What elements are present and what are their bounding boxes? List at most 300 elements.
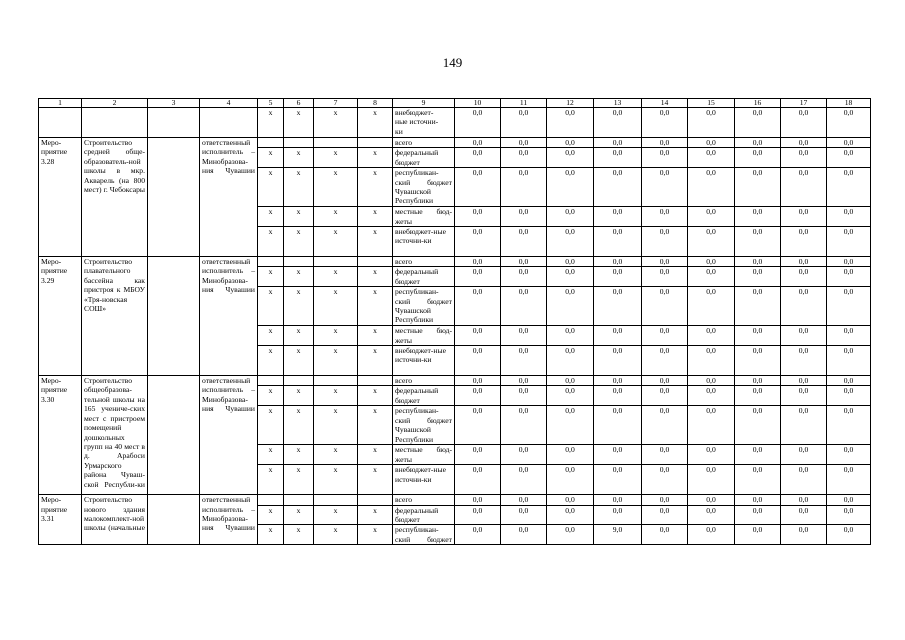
value-cell: 0,0: [547, 326, 594, 346]
value-cell: 0,0: [781, 207, 827, 227]
column-number-cell: 5: [258, 99, 284, 108]
value-cell: 0,0: [501, 148, 547, 168]
value-cell: 0,0: [688, 326, 735, 346]
value-cell: 0,0: [781, 227, 827, 257]
code-cell: х: [284, 227, 314, 257]
value-cell: 0,0: [547, 287, 594, 326]
column-number-cell: 1: [39, 99, 82, 108]
value-cell: 0,0: [735, 257, 781, 267]
code-cell: х: [358, 445, 393, 465]
code-cell: х: [314, 465, 358, 495]
value-cell: 0,0: [735, 386, 781, 406]
value-cell: 0,0: [501, 445, 547, 465]
value-cell: 0,0: [688, 227, 735, 257]
value-cell: 0,0: [642, 406, 688, 445]
value-cell: 0,0: [688, 376, 735, 386]
code-cell: х: [258, 227, 284, 257]
value-cell: 0,0: [455, 138, 501, 148]
value-cell: 0,0: [642, 326, 688, 346]
measure-id-cell: Меро- приятие 3.31: [39, 495, 82, 545]
value-cell: 0,0: [501, 287, 547, 326]
funding-source-cell: республикан-ский бюджет Чувашской Республики: [393, 168, 455, 207]
column-number-cell: 14: [642, 99, 688, 108]
code-cell: х: [258, 287, 284, 326]
empty-cell: [148, 495, 200, 545]
value-cell: 0,0: [688, 386, 735, 406]
value-cell: 0,0: [827, 267, 871, 287]
page-number: 149: [442, 55, 463, 70]
funding-source-cell: всего: [393, 257, 455, 267]
value-cell: 0,0: [594, 207, 642, 227]
value-cell: 0,0: [827, 326, 871, 346]
executor-cell: [200, 108, 258, 138]
funding-source-cell: внебюджет- ные источни- ки: [393, 108, 455, 138]
value-cell: 0,0: [547, 257, 594, 267]
funding-source-cell: местные бюд-жеты: [393, 445, 455, 465]
value-cell: 0,0: [827, 445, 871, 465]
funding-source-cell: всего: [393, 138, 455, 148]
code-cell: х: [314, 227, 358, 257]
value-cell: 0,0: [642, 386, 688, 406]
measure-id-cell: Меро- приятие 3.28: [39, 138, 82, 257]
code-cell: х: [358, 168, 393, 207]
code-cell: х: [358, 227, 393, 257]
column-number-cell: 12: [547, 99, 594, 108]
value-cell: 0,0: [735, 287, 781, 326]
code-cell: [258, 257, 284, 267]
code-cell: х: [284, 108, 314, 138]
value-cell: 0,0: [688, 445, 735, 465]
budget-table: [38, 98, 871, 545]
value-cell: 0,0: [642, 525, 688, 545]
value-cell: 0,0: [781, 267, 827, 287]
value-cell: 0,0: [594, 257, 642, 267]
value-cell: 0,0: [501, 376, 547, 386]
funding-source-cell: федеральный бюджет: [393, 386, 455, 406]
value-cell: 0,0: [501, 346, 547, 376]
funding-source-cell: республикан-ский бюджет: [393, 525, 455, 545]
column-number-cell: 13: [594, 99, 642, 108]
code-cell: х: [284, 267, 314, 287]
value-cell: 0,0: [735, 376, 781, 386]
code-cell: х: [358, 148, 393, 168]
code-cell: [258, 376, 284, 386]
value-cell: 0,0: [735, 207, 781, 227]
value-cell: 0,0: [455, 227, 501, 257]
code-cell: х: [314, 207, 358, 227]
value-cell: 0,0: [455, 495, 501, 505]
column-number-cell: 2: [82, 99, 148, 108]
measure-id-cell: Меро- приятие 3.30: [39, 376, 82, 495]
value-cell: 0,0: [735, 148, 781, 168]
value-cell: 0,0: [455, 465, 501, 495]
code-cell: х: [314, 525, 358, 545]
value-cell: 0,0: [827, 257, 871, 267]
column-number-cell: 15: [688, 99, 735, 108]
code-cell: [358, 138, 393, 148]
code-cell: х: [314, 346, 358, 376]
column-number-cell: 17: [781, 99, 827, 108]
code-cell: х: [284, 326, 314, 346]
value-cell: 0,0: [501, 525, 547, 545]
value-cell: 0,0: [735, 108, 781, 138]
measure-id-cell: Меро- приятие 3.29: [39, 257, 82, 376]
code-cell: [258, 495, 284, 505]
column-number-cell: 9: [393, 99, 455, 108]
value-cell: 0,0: [501, 168, 547, 207]
value-cell: 0,0: [642, 168, 688, 207]
code-cell: х: [258, 168, 284, 207]
code-cell: х: [284, 525, 314, 545]
code-cell: х: [358, 525, 393, 545]
column-number-cell: 3: [148, 99, 200, 108]
value-cell: 0,0: [827, 525, 871, 545]
value-cell: 0,0: [781, 148, 827, 168]
value-cell: 0,0: [642, 445, 688, 465]
value-cell: 0,0: [827, 287, 871, 326]
code-cell: х: [314, 168, 358, 207]
value-cell: 0,0: [455, 326, 501, 346]
value-cell: 0,0: [827, 465, 871, 495]
empty-cell: [148, 108, 200, 138]
code-cell: х: [284, 386, 314, 406]
value-cell: 0,0: [547, 227, 594, 257]
funding-source-cell: федеральный бюджет: [393, 267, 455, 287]
funding-source-cell: внебюджет-ные источни-ки: [393, 346, 455, 376]
funding-source-cell: внебюджет-ные источни-ки: [393, 227, 455, 257]
measure-row: [39, 376, 871, 386]
value-cell: 0,0: [688, 148, 735, 168]
value-cell: 0,0: [827, 108, 871, 138]
value-cell: 0,0: [547, 346, 594, 376]
value-cell: 0,0: [735, 346, 781, 376]
value-cell: 0,0: [642, 505, 688, 525]
code-cell: [284, 376, 314, 386]
value-cell: 0,0: [781, 138, 827, 148]
executor-cell: ответственный исполнитель – Минобразова-ния Чувашии: [200, 495, 258, 545]
code-cell: [358, 257, 393, 267]
value-cell: 0,0: [735, 445, 781, 465]
value-cell: 0,0: [547, 138, 594, 148]
code-cell: х: [258, 346, 284, 376]
value-cell: 0,0: [594, 108, 642, 138]
value-cell: 0,0: [501, 267, 547, 287]
code-cell: х: [284, 148, 314, 168]
executor-cell: ответственный исполнитель – Минобразова-ния Чувашии: [200, 376, 258, 495]
value-cell: 0,0: [455, 267, 501, 287]
code-cell: х: [358, 386, 393, 406]
value-cell: 0,0: [781, 445, 827, 465]
value-cell: 0,0: [594, 227, 642, 257]
value-cell: 0,0: [781, 465, 827, 495]
value-cell: 0,0: [642, 465, 688, 495]
code-cell: х: [258, 406, 284, 445]
value-cell: 0,0: [501, 207, 547, 227]
value-cell: 0,0: [827, 227, 871, 257]
empty-cell: [148, 138, 200, 257]
value-cell: 0,0: [735, 465, 781, 495]
value-cell: 0,0: [781, 257, 827, 267]
code-cell: х: [358, 267, 393, 287]
value-cell: 0,0: [455, 168, 501, 207]
value-cell: 0,0: [594, 386, 642, 406]
value-cell: 0,0: [735, 267, 781, 287]
funding-source-cell: федеральный бюджет: [393, 148, 455, 168]
value-cell: 0,0: [827, 138, 871, 148]
code-cell: х: [314, 287, 358, 326]
value-cell: 0,0: [688, 495, 735, 505]
funding-source-cell: внебюджет-ные источни-ки: [393, 465, 455, 495]
code-cell: х: [358, 346, 393, 376]
measure-id-cell: [39, 108, 82, 138]
code-cell: х: [258, 108, 284, 138]
empty-cell: [148, 376, 200, 495]
value-cell: 0,0: [781, 525, 827, 545]
value-cell: 0,0: [781, 495, 827, 505]
value-cell: 0,0: [594, 287, 642, 326]
funding-source-cell: местные бюд-жеты: [393, 326, 455, 346]
value-cell: 0,0: [455, 406, 501, 445]
value-cell: 0,0: [827, 505, 871, 525]
value-cell: 0,0: [455, 108, 501, 138]
value-cell: 0,0: [688, 406, 735, 445]
value-cell: 0,0: [501, 257, 547, 267]
value-cell: 0,0: [688, 267, 735, 287]
value-cell: 0,0: [501, 495, 547, 505]
value-cell: 0,0: [642, 227, 688, 257]
value-cell: 0,0: [547, 505, 594, 525]
value-cell: 0,0: [547, 207, 594, 227]
value-cell: 0,0: [594, 267, 642, 287]
code-cell: [358, 495, 393, 505]
value-cell: 0,0: [455, 207, 501, 227]
code-cell: х: [258, 445, 284, 465]
column-number-row: [39, 99, 871, 108]
code-cell: х: [284, 406, 314, 445]
value-cell: 0,0: [642, 108, 688, 138]
value-cell: 0,0: [688, 257, 735, 267]
code-cell: х: [258, 148, 284, 168]
code-cell: [358, 376, 393, 386]
value-cell: 0,0: [455, 148, 501, 168]
value-cell: 0,0: [455, 445, 501, 465]
measure-description-cell: Строительство плавательного бассейна как пристроя к МБОУ «Тря-новская СОШ»: [82, 257, 148, 376]
code-cell: х: [358, 207, 393, 227]
value-cell: 0,0: [735, 495, 781, 505]
code-cell: х: [358, 406, 393, 445]
code-cell: х: [314, 406, 358, 445]
code-cell: [284, 495, 314, 505]
code-cell: х: [358, 287, 393, 326]
value-cell: 0,0: [781, 168, 827, 207]
value-cell: 0,0: [594, 168, 642, 207]
column-number-cell: 6: [284, 99, 314, 108]
value-cell: 0,0: [594, 505, 642, 525]
code-cell: х: [258, 505, 284, 525]
value-cell: 0,0: [688, 138, 735, 148]
value-cell: 0,0: [501, 326, 547, 346]
code-cell: [314, 138, 358, 148]
value-cell: 0,0: [455, 346, 501, 376]
code-cell: х: [358, 465, 393, 495]
value-cell: 0,0: [594, 346, 642, 376]
column-number-cell: 16: [735, 99, 781, 108]
code-cell: [284, 138, 314, 148]
value-cell: 0,0: [688, 346, 735, 376]
value-cell: 0,0: [642, 207, 688, 227]
code-cell: х: [314, 148, 358, 168]
code-cell: х: [358, 108, 393, 138]
value-cell: 0,0: [501, 406, 547, 445]
code-cell: х: [258, 465, 284, 495]
value-cell: 0,0: [594, 465, 642, 495]
value-cell: 0,0: [688, 207, 735, 227]
value-cell: 0,0: [594, 148, 642, 168]
code-cell: х: [358, 326, 393, 346]
code-cell: х: [258, 207, 284, 227]
code-cell: х: [358, 505, 393, 525]
value-cell: 0,0: [455, 525, 501, 545]
code-cell: х: [314, 267, 358, 287]
value-cell: 0,0: [827, 495, 871, 505]
value-cell: 0,0: [781, 346, 827, 376]
value-cell: 0,0: [735, 406, 781, 445]
funding-source-cell: республикан-ский бюджет Чувашской Республики: [393, 287, 455, 326]
measure-description-cell: Строительство средней обще-образователь-ной школы в мкр. Акварель (на 800 мест) г. Чебоксары: [82, 138, 148, 257]
code-cell: х: [314, 326, 358, 346]
value-cell: 0,0: [735, 227, 781, 257]
executor-cell: ответственный исполнитель – Минобразова-ния Чувашии: [200, 138, 258, 257]
executor-cell: ответственный исполнитель – Минобразова-ния Чувашии: [200, 257, 258, 376]
value-cell: 0,0: [455, 287, 501, 326]
carry-over-row: [39, 108, 871, 138]
code-cell: х: [284, 505, 314, 525]
value-cell: 0,0: [547, 525, 594, 545]
value-cell: 0,0: [642, 267, 688, 287]
value-cell: 0,0: [547, 168, 594, 207]
value-cell: 0,0: [642, 495, 688, 505]
code-cell: х: [258, 267, 284, 287]
value-cell: 0,0: [547, 386, 594, 406]
code-cell: х: [258, 525, 284, 545]
column-number-cell: 4: [200, 99, 258, 108]
value-cell: 0,0: [735, 326, 781, 346]
value-cell: 0,0: [688, 108, 735, 138]
measure-row: [39, 495, 871, 505]
funding-source-cell: федеральный бюджет: [393, 505, 455, 525]
value-cell: 0,0: [642, 138, 688, 148]
value-cell: 0,0: [547, 445, 594, 465]
value-cell: 0,0: [781, 326, 827, 346]
code-cell: х: [314, 445, 358, 465]
column-number-cell: 18: [827, 99, 871, 108]
value-cell: 0,0: [735, 138, 781, 148]
measure-description-cell: Строительство нового здания малокомплект-ной школы (начальные: [82, 495, 148, 545]
value-cell: 0,0: [501, 108, 547, 138]
value-cell: 0,0: [688, 465, 735, 495]
code-cell: [258, 138, 284, 148]
value-cell: 0,0: [547, 148, 594, 168]
code-cell: х: [284, 346, 314, 376]
value-cell: 0,0: [735, 168, 781, 207]
value-cell: 0,0: [827, 376, 871, 386]
value-cell: 0,0: [501, 138, 547, 148]
code-cell: [284, 257, 314, 267]
funding-source-cell: республикан-ский бюджет Чувашской Республики: [393, 406, 455, 445]
value-cell: 0,0: [455, 376, 501, 386]
code-cell: [314, 376, 358, 386]
value-cell: 0,0: [642, 287, 688, 326]
value-cell: 0,0: [547, 376, 594, 386]
code-cell: х: [284, 207, 314, 227]
measure-description-cell: [82, 108, 148, 138]
empty-cell: [148, 257, 200, 376]
value-cell: 0,0: [827, 386, 871, 406]
value-cell: 0,0: [594, 495, 642, 505]
value-cell: 0,0: [547, 406, 594, 445]
column-number-cell: 10: [455, 99, 501, 108]
value-cell: 0,0: [827, 406, 871, 445]
value-cell: 0,0: [735, 525, 781, 545]
value-cell: 0,0: [735, 505, 781, 525]
column-number-cell: 11: [501, 99, 547, 108]
value-cell: 0,0: [455, 386, 501, 406]
funding-source-cell: всего: [393, 495, 455, 505]
code-cell: х: [258, 326, 284, 346]
value-cell: 0,0: [781, 287, 827, 326]
value-cell: 9,0: [594, 525, 642, 545]
value-cell: 0,0: [827, 168, 871, 207]
funding-source-cell: местные бюд-жеты: [393, 207, 455, 227]
value-cell: 0,0: [781, 386, 827, 406]
value-cell: 0,0: [455, 505, 501, 525]
value-cell: 0,0: [642, 148, 688, 168]
value-cell: 0,0: [594, 406, 642, 445]
value-cell: 0,0: [547, 465, 594, 495]
measure-row: [39, 138, 871, 148]
funding-source-cell: всего: [393, 376, 455, 386]
code-cell: х: [314, 386, 358, 406]
value-cell: 0,0: [642, 346, 688, 376]
value-cell: 0,0: [781, 406, 827, 445]
value-cell: 0,0: [781, 505, 827, 525]
value-cell: 0,0: [501, 505, 547, 525]
value-cell: 0,0: [501, 465, 547, 495]
code-cell: х: [284, 445, 314, 465]
value-cell: 0,0: [827, 207, 871, 227]
value-cell: 0,0: [688, 168, 735, 207]
value-cell: 0,0: [781, 376, 827, 386]
value-cell: 0,0: [547, 495, 594, 505]
column-number-cell: 7: [314, 99, 358, 108]
value-cell: 0,0: [642, 257, 688, 267]
measure-description-cell: Строительство общеобразова-тельной школы на 165 учениче-ских мест с пристроем помещений дошкольных групп на 40 мест в д. Арабоси Урмарского района Чуваш-ской Республи-ки: [82, 376, 148, 495]
code-cell: х: [314, 108, 358, 138]
value-cell: 0,0: [594, 376, 642, 386]
value-cell: 0,0: [688, 505, 735, 525]
value-cell: 0,0: [594, 138, 642, 148]
code-cell: х: [284, 168, 314, 207]
value-cell: 0,0: [688, 525, 735, 545]
value-cell: 0,0: [455, 257, 501, 267]
value-cell: 0,0: [547, 267, 594, 287]
column-number-cell: 8: [358, 99, 393, 108]
value-cell: 0,0: [781, 108, 827, 138]
code-cell: х: [314, 505, 358, 525]
value-cell: 0,0: [547, 108, 594, 138]
measure-row: [39, 257, 871, 267]
code-cell: х: [258, 386, 284, 406]
